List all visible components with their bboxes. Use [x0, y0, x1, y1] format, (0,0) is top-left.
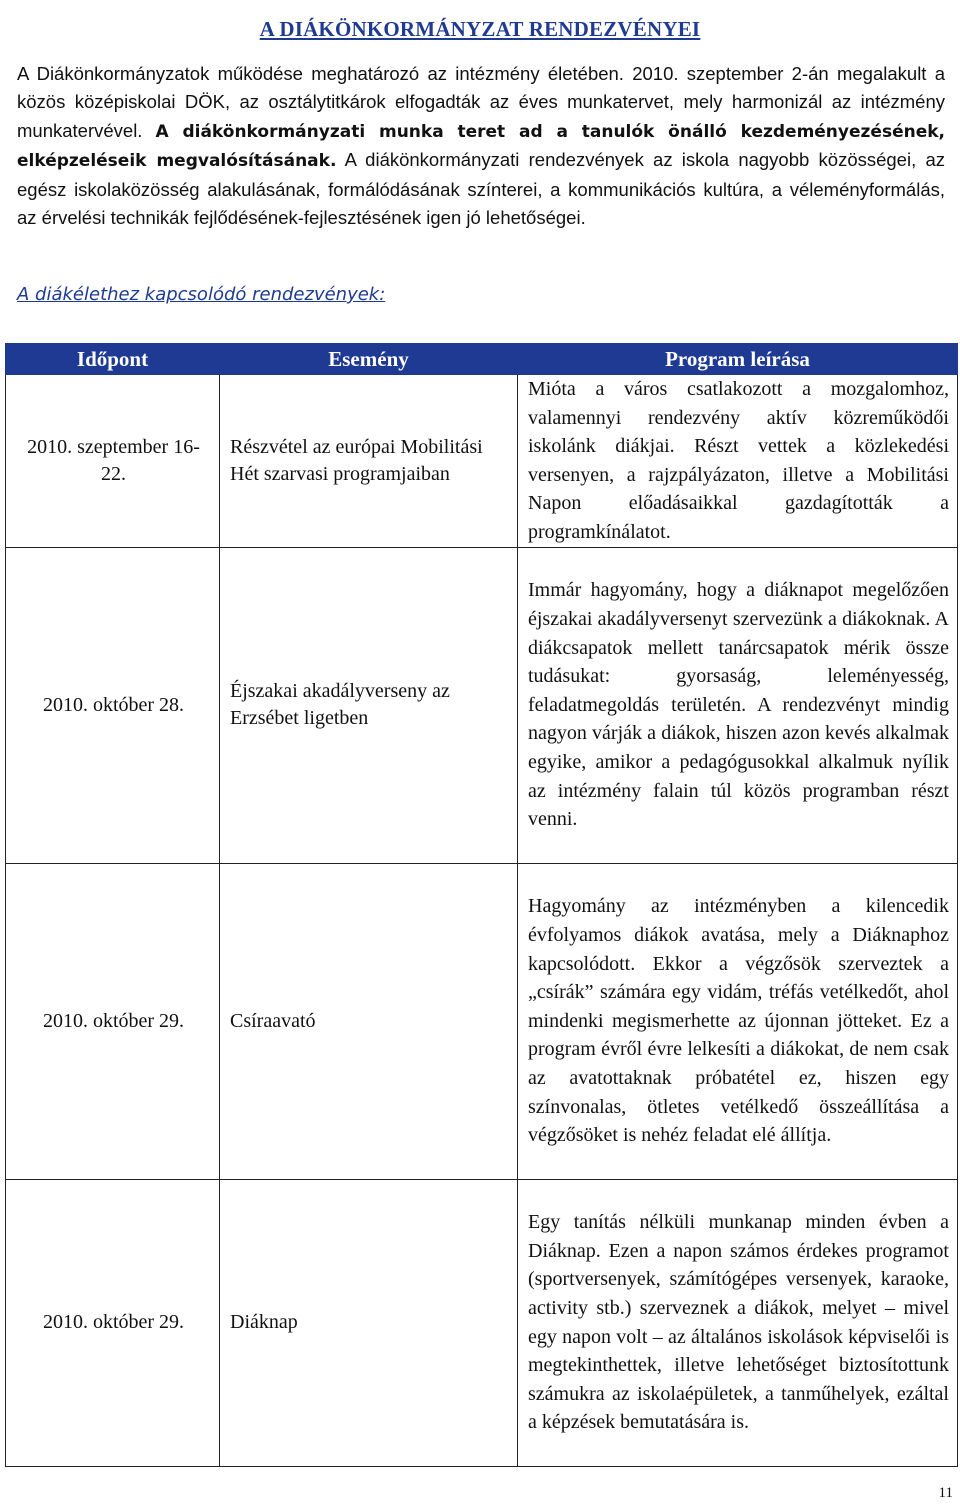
event-date: 2010. október 29. — [6, 863, 220, 1179]
table-row — [6, 863, 958, 1179]
event-date: 2010. október 28. — [6, 547, 220, 863]
intro-text-end: A diákönkormányzati rendezvények az iskola nagyobb közösségei, az egész iskolaközösség alakulásának, formálódásának színterei, a kommunikációs kultúra, a véleményformálás, az érvelési technikák fejlődésének-fejlesztésének igen jó lehetőségei. — [17, 149, 945, 229]
intro-text-start: A Diákönkormányzatok működése meghatározó az intézmény életében. 2010. szeptember 2-án megalakult a közös középiskolai DÖK, az osztálytitkárok elfogadták az éves munkatervet, mely harmonizál az intézmény munkatervével. — [17, 63, 945, 141]
event-name: Részvétel az európai Mobilitási Hét szarvasi programjaiban — [220, 375, 518, 548]
intro-paragraph — [17, 60, 945, 232]
event-date: 2010. szeptember 16-22. — [6, 375, 220, 548]
event-date: 2010. október 29. — [6, 1179, 220, 1466]
event-name: Diáknap — [220, 1179, 518, 1466]
intro-bold-text: A diákönkormányzati munka teret ad a tanulók önálló kezdeményezésének, elképzeléseik megvalósításának. — [17, 121, 945, 172]
column-header-date: Időpont — [6, 344, 220, 375]
events-table — [5, 343, 958, 1467]
table-row — [6, 375, 958, 548]
page-number: 11 — [938, 1485, 953, 1501]
section-heading: A diákélethez kapcsolódó rendezvények: — [17, 284, 386, 305]
column-header-event: Esemény — [220, 344, 518, 375]
table-row — [6, 547, 958, 863]
event-description: Egy tanítás nélküli munkanap minden évben a Diáknap. Ezen a napon számos érdekes programot (sportversenyek, számítógépes versenyek, karaoke, activity stb.) szerveznek a diákok, melyet – mivel egy napon volt – az általános iskolások képviselői is megtekinthettek, illetve lehetőséget biztosítottunk számukra az iskolaépületek, a tanműhelyek, ezáltal a képzések bemutatására is. — [518, 1179, 958, 1466]
event-description: Immár hagyomány, hogy a diáknapot megelőzően éjszakai akadályversenyt szervezünk a diákoknak. A diákcsapatok mellett tanárcsapatok mérik össze tudásukat: gyorsaság, leleményesség, feladatmegoldás területén. A rendezvényt mindig nagyon várják a diákok, hiszen azon kevés alkalmak egyike, amikor a pedagógusokkal alkalmuk nyílik az intézmény falain túl közös programban részt venni. — [518, 547, 958, 863]
event-description: Hagyomány az intézményben a kilencedik évfolyamos diákok avatása, mely a Diáknaphoz kapcsolódott. Ekkor a végzősök szerveztek a „csírák” számára egy vidám, tréfás vetélkedőt, ahol mindenki megismerhette az újonnan jötteket. Ez a program évről évre lelkesíti a diákokat, de nem csak az avatottaknak próbatétel ez, hiszen egy színvonalas, ötletes vetélkedő összeállítása a végzősöket is nehéz feladat elé állítja. — [518, 863, 958, 1179]
column-header-description: Program leírása — [518, 344, 958, 375]
table-row — [6, 1179, 958, 1466]
page-title: A DIÁKÖNKORMÁNYZAT RENDEZVÉNYEI — [259, 17, 701, 42]
table-header-row — [6, 344, 958, 375]
event-name: Csíraavató — [220, 863, 518, 1179]
event-description: Mióta a város csatlakozott a mozgalomhoz, valamennyi rendezvény aktív közreműködői iskolánk diákjai. Részt vettek a közlekedési versenyen, a rajzpályázaton, illetve a Mobilitási Napon előadásaikkal gazdagították a programkínálatot. — [518, 375, 958, 548]
event-name: Éjszakai akadályverseny az Erzsébet ligetben — [220, 547, 518, 863]
